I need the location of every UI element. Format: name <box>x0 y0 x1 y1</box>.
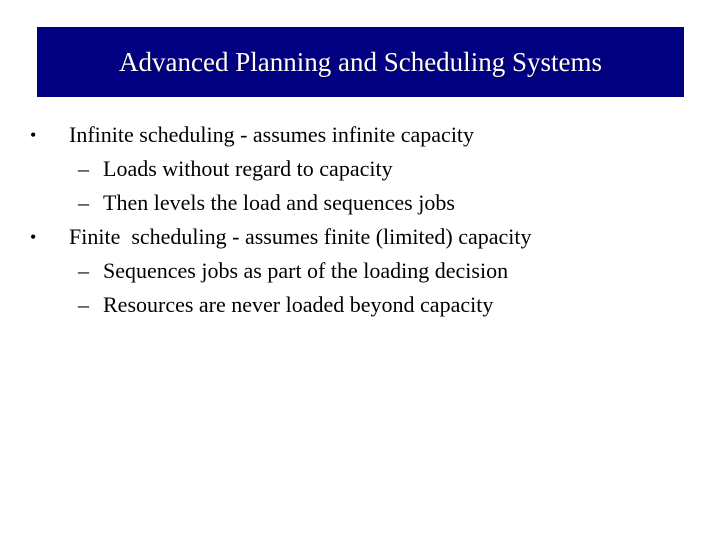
title-bar <box>37 27 684 97</box>
sub-bullet-marker: – <box>78 258 89 283</box>
sub-bullet-marker: – <box>78 156 89 181</box>
list-item <box>0 220 720 254</box>
sub-bullet-marker: – <box>78 190 89 215</box>
bullet-text: Infinite scheduling - assumes infinite capacity <box>69 122 475 147</box>
bullet-marker: • <box>30 227 37 247</box>
sub-bullet-text: Resources are never loaded beyond capacity <box>103 292 494 317</box>
sub-bullet-text: Sequences jobs as part of the loading decision <box>103 258 509 283</box>
bullet-list <box>0 118 720 322</box>
list-item <box>0 118 720 152</box>
bullet-marker: • <box>30 125 37 145</box>
list-item <box>0 186 720 220</box>
sub-bullet-marker: – <box>78 292 89 317</box>
list-item <box>0 254 720 288</box>
list-item <box>0 288 720 322</box>
bullet-text: Finite scheduling - assumes finite (limited) capacity <box>69 224 532 249</box>
list-item <box>0 152 720 186</box>
sub-bullet-text: Then levels the load and sequences jobs <box>103 190 455 215</box>
slide-title: Advanced Planning and Scheduling Systems <box>119 46 602 77</box>
sub-bullet-text: Loads without regard to capacity <box>103 156 393 181</box>
